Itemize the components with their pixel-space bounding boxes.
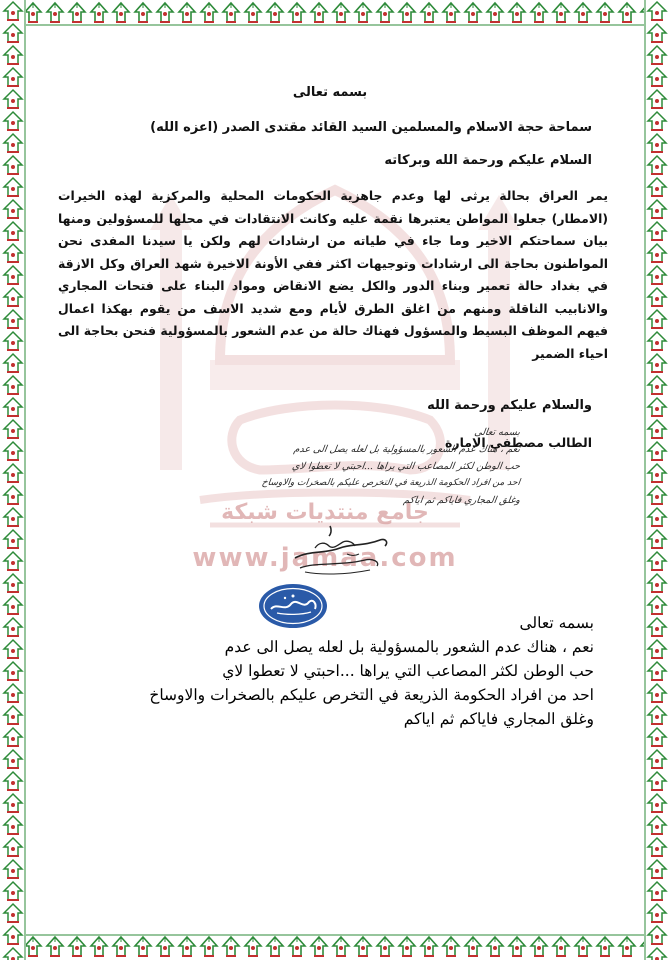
decorative-border-bottom xyxy=(0,934,670,960)
letter-basmala: بسمه تعالى xyxy=(292,85,368,100)
transcription-line: نعم ، هناك عدم الشعور بالمسؤولية بل لعله يصل الى عدم xyxy=(224,638,594,656)
reply-transcription xyxy=(34,611,594,731)
letter-addressee: سماحة حجة الاسلام والمسلمين السيد القائد مقتدى الصدر (اعزه الله) xyxy=(150,120,592,135)
handwritten-signature xyxy=(285,520,395,580)
letter-greeting: السلام عليكم ورحمة الله وبركاته xyxy=(384,153,592,168)
transcription-line: حب الوطن لكثر المصاعب التي يراها ...احبتي لا تعطوا لاي xyxy=(222,662,594,680)
transcription-line: احد من افراد الحكومة الذريعة في التخرص عليكم بالصخرات والاوساخ xyxy=(149,686,594,704)
letter-body: يمر العراق بحالة يرثى لها وعدم جاهزية الحكومات المحلية والمركزية لهذه الخيرات (الامطار) جعلوا المواطن يعتبرها نقمة عليه وكانت الانتقادات في محلها للمسؤولين ومنها بيان سماحتكم الاخير وما جاء في طياته من ارشادات لهم ولكن يا سيدنا المفدى نحن المواطنون بحاجة الى ارشادات وتوجيهات اكثر ففي الأونة الاخيرة شهد العراق وكل الازقة في بغداد حالة تعمير وبناء الدور والكل يضع الانقاض ومواد البناء على فتحات المجاري والانابيب الناقلة ومنهم من اغلق الطرق لأيام ومع شديد الاسف من يقوم بهكذا اعمال فيهم الموظف البسيط والمسؤول فهناك حالة من عدم الشعور بالمسؤولية فنحن بحاجة الى احياء الضمير xyxy=(58,188,608,361)
letter-closing: والسلام عليكم ورحمة الله xyxy=(427,398,592,413)
transcription-line: بسمه تعالى xyxy=(519,614,594,632)
handwritten-line: وغلق المجاري فاياكم ثم اياكم xyxy=(402,495,521,506)
decorative-border-top xyxy=(0,0,670,26)
letter-signer: الطالب مصطفى الامارة xyxy=(445,435,592,450)
handwritten-reply xyxy=(220,427,520,527)
handwritten-line: احد من افراد الحكومة الذريعة في التخرص عليكم بالصخرات والاوساخ xyxy=(261,478,521,488)
decorative-border-left xyxy=(0,0,26,960)
handwritten-line: حب الوطن لكثر المصاعب التي يراها ...احبتي لا تعطوا لاي xyxy=(291,461,521,472)
watermark-url: www.jamaa.com xyxy=(192,543,458,573)
handwritten-line: نعم ، هناك عدم الشعور بالمسؤولية بل لعله يصل الى عدم xyxy=(292,444,521,455)
decorative-border-right xyxy=(644,0,670,960)
watermark-arabic: جامع منتديات شبكة xyxy=(221,500,429,525)
handwritten-line: بسمه تعالى xyxy=(473,427,521,438)
transcription-line: وغلق المجاري فاياكم ثم اياكم xyxy=(403,710,594,728)
